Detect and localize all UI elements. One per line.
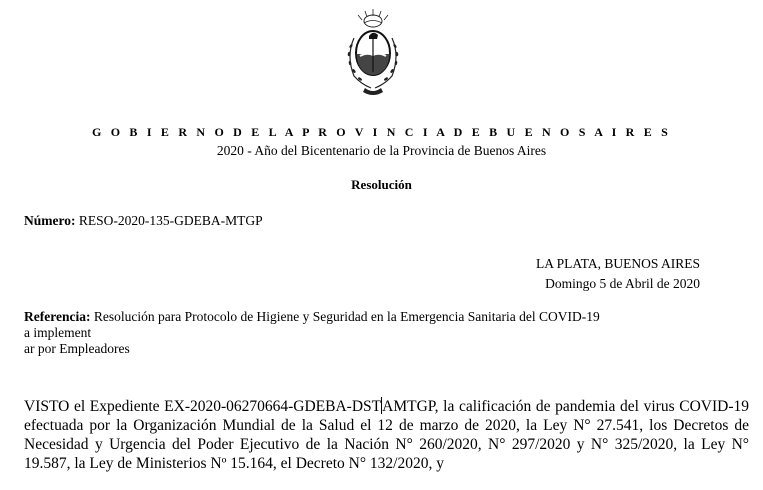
place-text: LA PLATA, BUENOS AIRES xyxy=(536,256,700,271)
document-type-heading: Resolución xyxy=(351,177,412,192)
government-title: G O B I E R N O D E L A P R O V I N C I A D E B U E N O S A I R E S xyxy=(91,125,672,139)
reference-line-3: ar por Empleadores xyxy=(24,341,130,356)
visto-paragraph[interactable] xyxy=(24,397,749,473)
place-date-block xyxy=(536,254,700,294)
province-seal-icon xyxy=(337,8,409,98)
document-number xyxy=(24,213,263,229)
paragraph-text-rest: AMTGP, la calificación de pandemia del virus COVID-19 efectuada por la Organización Mundial de la Salud el 12 de marzo de 2020, la Ley N° 27.541, los Decretos de Necesidad y Urgencia del Poder Ejecutivo de la Nación N° 260/2020, N° 297/2020 y N° 325/2020, la Ley N° 19.587, la Ley de Ministerios Nº 15.164, el Decreto N° 132/2020, y xyxy=(24,398,749,472)
year-motto: 2020 - Año del Bicentenario de la Provincia de Buenos Aires xyxy=(216,143,547,158)
reference-block xyxy=(24,309,714,357)
paragraph-text-start: VISTO el Expediente EX-2020-06270664-GDEBA-DST xyxy=(24,398,382,415)
reference-label: Referencia: xyxy=(24,309,91,324)
date-text: Domingo 5 de Abril de 2020 xyxy=(545,276,700,291)
reference-line-2: a implement xyxy=(24,325,92,340)
number-label: Número: xyxy=(24,213,76,228)
number-value: RESO-2020-135-GDEBA-MTGP xyxy=(78,213,263,228)
reference-line-1: Resolución para Protocolo de Higiene y Seguridad en la Emergencia Sanitaria del COVID-19 xyxy=(93,309,600,324)
